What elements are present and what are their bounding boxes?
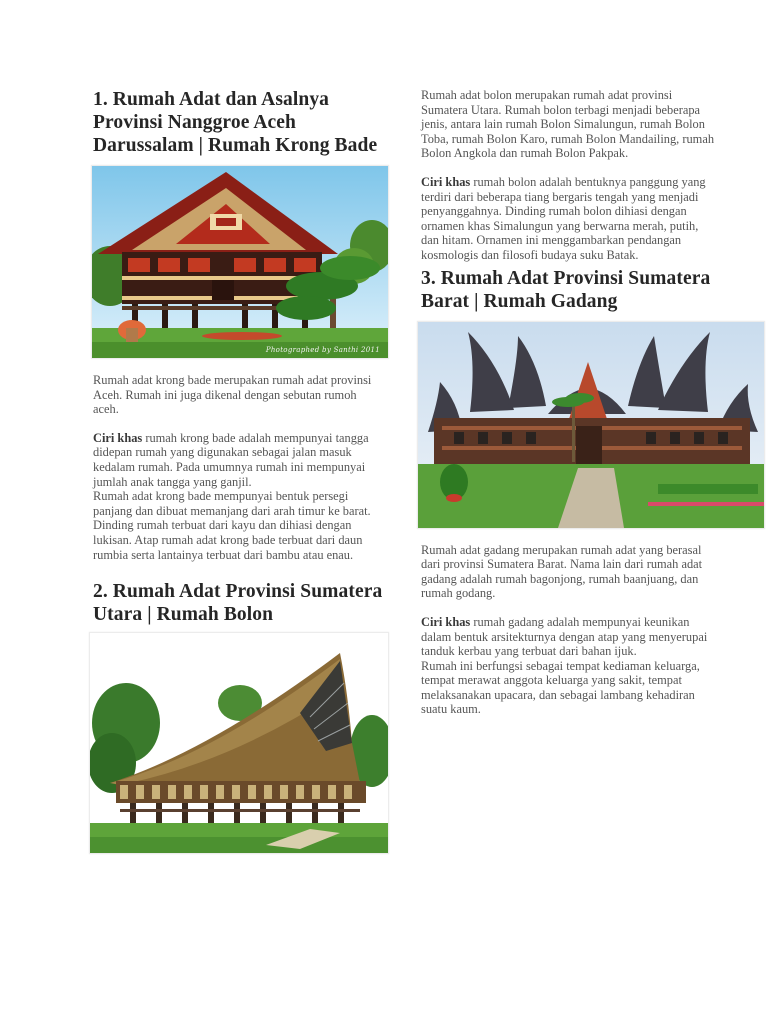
- right-column: [421, 88, 715, 717]
- section3-paragraph-detail: Rumah ini berfungsi sebagai tempat kediaman keluarga, tempat merawat anggota keluarga yang sakit, tempat melaksanakan upacara, dan sebagai lambang kehadiran suatu kaum.: [421, 658, 700, 717]
- section1-paragraph-intro: Rumah adat krong bade merupakan rumah adat provinsi Aceh. Rumah ini juga dikenal dengan sebutan rumoh aceh.: [93, 373, 372, 417]
- rumah-gadang-photo: [417, 321, 765, 529]
- section1-paragraph-ciri: [93, 431, 385, 489]
- left-column: [93, 88, 385, 854]
- section1-heading: 1. Rumah Adat dan Asalnya Provinsi Nanggroe Aceh Darussalam | Rumah Krong Bade: [93, 89, 378, 156]
- ciri-khas-label: Ciri khas: [93, 430, 143, 445]
- section3-heading: 3. Rumah Adat Provinsi Sumatera Barat | Rumah Gadang: [421, 267, 711, 312]
- section2-heading: 2. Rumah Adat Provinsi Sumatera Utara | Rumah Bolon: [93, 581, 383, 626]
- section3-ciri-text: rumah gadang adalah mempunyai keunikan dalam bentuk arsitekturnya dengan atap yang menyerupai tanduk kerbau yang terbuat dari bahan ijuk.: [421, 614, 708, 659]
- section1-ciri-text: rumah krong bade adalah mempunyai tangga didepan rumah yang digunakan sebagai jalan masuk kedalam rumah. Pada umumnya rumah ini mempunyai jumlah anak tangga yang ganjil.: [93, 430, 369, 489]
- ciri-khas-label: Ciri khas: [421, 614, 471, 629]
- section2-paragraph-ciri: [421, 175, 715, 263]
- section2-ciri-text: rumah bolon adalah bentuknya panggung yang terdiri dari beberapa tiang bergaris tengah yang menjadi penyanggahnya. Dinding rumah bolon dihiasi dengan ornamen khas Simalungun yang berwarna merah, putih, dan hitam. Ornamen ini menggambarkan pendangan kosmologis dan filosofi budaya suku Batak.: [421, 174, 706, 262]
- section3-paragraph-ciri: [421, 615, 715, 659]
- section2-paragraph-intro: Rumah adat bolon merupakan rumah adat provinsi Sumatera Utara. Rumah bolon terbagi menjadi beberapa jenis, antara lain rumah Bolon Simalungun, rumah Bolon Toba, rumah Bolon Karo, rumah Bolon Mandailing, rumah Bolon Angkola dan rumah Bolon Pakpak.: [421, 88, 715, 161]
- rumah-krong-bade-photo: [91, 165, 389, 359]
- ciri-khas-label: Ciri khas: [421, 174, 471, 189]
- rumah-bolon-photo: [89, 632, 389, 854]
- section3-paragraph-intro: Rumah adat gadang merupakan rumah adat yang berasal dari provinsi Sumatera Barat. Nama lain dari rumah adat gadang adalah rumah bagonjong, rumah baanjuang, dan rumah godang.: [421, 542, 703, 601]
- photo-watermark: Photographed by Santhi 2011: [265, 346, 380, 354]
- section1-paragraph-detail: Rumah adat krong bade mempunyai bentuk persegi panjang dan dibuat memanjang dari arah timur ke barat. Dinding rumah terbuat dari kayu dan dihiasi dengan lukisan. Atap rumah adat krong bade terbuat dari daun rumbia serta lantainya terbuat dari bambu atau enau.: [93, 489, 371, 562]
